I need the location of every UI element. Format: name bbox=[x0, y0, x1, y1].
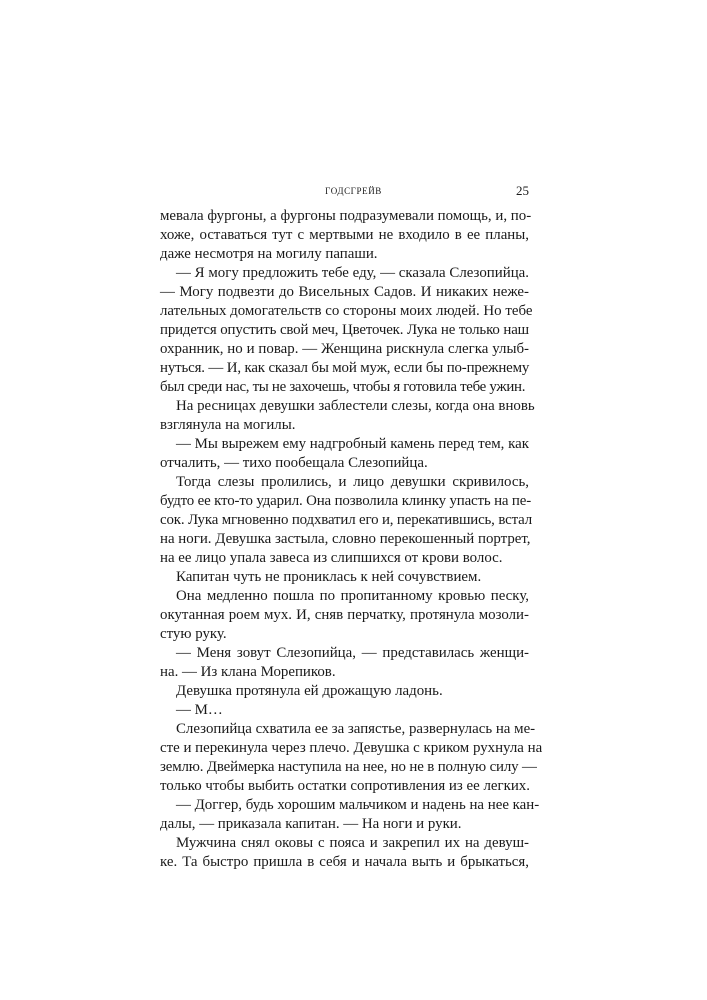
text-line: Мужчина снял оковы с пояса и закрепил их на девуш- bbox=[176, 835, 529, 851]
text-line: на ноги. Девушка застыла, словно перекошенный портрет, bbox=[160, 531, 531, 547]
text-line: землю. Двеймерка наступила на нее, но не в полную силу — bbox=[160, 759, 537, 775]
text-line: был среди нас, ты не захочешь, чтобы я готовила тебе ужин. bbox=[160, 379, 526, 395]
text-line: стую руку. bbox=[160, 626, 227, 642]
text-line: придется опустить свой меч, Цветочек. Лука не только наш bbox=[160, 322, 529, 338]
text-line: нуться. — И, как сказал бы мой муж, если бы по-прежнему bbox=[160, 360, 530, 376]
text-line: охранник, но и повар. — Женщина рискнула слегка улыб- bbox=[160, 341, 529, 357]
text-line: — Мы вырежем ему надгробный камень перед тем, как bbox=[176, 436, 529, 452]
text-line: взглянула на могилы. bbox=[160, 417, 296, 433]
text-line: ке. Та быстро пришла в себя и начала выть и брыкаться, bbox=[160, 854, 529, 870]
text-line: сте и перекинула через плечо. Девушка с криком рухнула на bbox=[160, 740, 543, 756]
text-line: Капитан чуть не прониклась к ней сочувствием. bbox=[176, 569, 482, 585]
running-head bbox=[178, 183, 529, 199]
text-line: на ее лицо упала завеса из слипшихся от крови волос. bbox=[160, 550, 503, 566]
text-line: Она медленно пошла по пропитанному кровью песку, bbox=[176, 588, 529, 604]
text-line: Девушка протянула ей дрожащую ладонь. bbox=[176, 683, 443, 699]
text-line: далы, — приказала капитан. — На ноги и руки. bbox=[160, 816, 462, 832]
text-line: — Доггер, будь хорошим мальчиком и надень на нее кан- bbox=[176, 797, 540, 813]
running-title: ГОДСГРЕЙВ bbox=[325, 186, 382, 196]
text-line: только чтобы выбить остатки сопротивления из ее легких. bbox=[160, 778, 530, 794]
text-line: Слезопийца схватила ее за запястье, развернулась на ме- bbox=[176, 721, 536, 737]
text-line: — Меня зовут Слезопийца, — представилась женщи- bbox=[176, 645, 529, 661]
body-text bbox=[160, 207, 543, 872]
page-number: 25 bbox=[516, 183, 529, 198]
text-line: — Могу подвезти до Висельных Садов. И никаких неже- bbox=[160, 284, 529, 300]
text-line: лательных домогательств со стороны моих людей. Но тебе bbox=[160, 303, 533, 319]
text-line: окутанная роем мух. И, сняв перчатку, протянула мозоли- bbox=[160, 607, 529, 623]
text-line: Тогда слезы пролились, и лицо девушки скривилось, bbox=[176, 474, 529, 490]
text-line: будто ее кто-то ударил. Она позволила клинку упасть на пе- bbox=[160, 493, 532, 509]
text-line: мевала фургоны, а фургоны подразумевали помощь, и, по- bbox=[160, 208, 532, 224]
text-line: На ресницах девушки заблестели слезы, когда она вновь bbox=[176, 398, 535, 414]
text-line: сок. Лука мгновенно подхватил его и, перекатившись, встал bbox=[160, 512, 532, 528]
text-line: отчалить, — тихо пообещала Слезопийца. bbox=[160, 455, 428, 471]
text-line: — М… bbox=[176, 702, 223, 718]
text-line: хоже, оставаться тут с мертвыми не входило в ее планы, bbox=[160, 227, 529, 243]
text-line: даже несмотря на могилу папаши. bbox=[160, 246, 378, 262]
text-line: — Я могу предложить тебе еду, — сказала Слезопийца. bbox=[176, 265, 529, 281]
text-line: на. — Из клана Морепиков. bbox=[160, 664, 336, 680]
